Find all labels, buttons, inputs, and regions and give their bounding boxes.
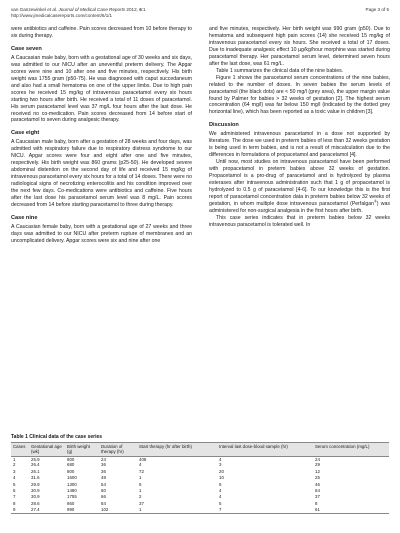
section-heading-case-nine: Case nine (11, 214, 38, 221)
table-cell: 64 (315, 488, 320, 494)
table-cell: 3 (219, 462, 222, 468)
table-cell: 31.6 (31, 475, 40, 481)
table-cell: 5 (219, 500, 222, 506)
citation-journal: et al. Journal of Medical Case Reports (47, 7, 126, 12)
table-cell: 8 (13, 500, 16, 506)
table-cell: 54 (101, 481, 106, 487)
page-number: Page 3 of 5 (365, 7, 389, 12)
table-cell: 1 (139, 488, 142, 494)
citation-year: 2012, (125, 7, 140, 12)
right-column (209, 26, 390, 229)
table-cell: 5 (13, 481, 16, 487)
paragraph: and five minutes, respectively. Her birth weight was 990 gram (p50). Due to hematoma and subsequent high pain scores (14) she received 15 mg/kg of intravenous paracetamol every six hours. She received a total of 17 doses. Due to inadequate analgesic effect 10 µg/kg/hour morphine was started during paracetamol therapy. Her paracetamol serum level, determined seven hours after the last dose, was 61 mg/L. (209, 26, 390, 67)
table-cell: 46 (315, 481, 320, 487)
column-header: Gestational age (wk) (29, 443, 65, 457)
table-cell: 4 (219, 488, 222, 494)
paragraph: A Caucasian male baby, born with a gestational age of 30 weeks and six days, was admitted to our NICU after an uneventful preterm delivery. The Apgar scores were nine and 10 after one and five minutes, respectively. His birth weight was 1755 gram (p50-75). He was diagnosed with caput succedaneum and also had a small hematoma on one of the upper limbs. Due to high pain scores he received 15 mg/kg of intravenous paracetamol every six hours starting two hours after birth. He received a total of 11 doses of paracetamol. His serum paracetamol level was 37 mg/L four hours after the last dose. He received no co-medication. Pain scores decreased from 14 before start of paracetamol to seven during analgesic therapy. (11, 54, 192, 124)
column-header: Interval last dose-blood sample (hr) (217, 443, 313, 457)
section-heading-discussion: Discussion (209, 122, 239, 129)
paragraph: Until now, most studies on intravenous paracetamol have been performed with propacetamol in preterm babies above 32 weeks of gestation. Propacetamol is a pro-drug of paracetamol and is hydrolyzed by plasma esterases after intravenous administration such that 1 g of propacetamol is hydrolyzed to 0.5 g of paracetamol [4-6]. To our knowledge this is the first report of paracetamol concentration data in preterm babies below 32 weeks of gestation, in whom multiple dose intravenous paracetamol (Perfalgan®) was administered for non-surgical analgesia in the first hours after birth. (209, 159, 390, 214)
column-header: Birth weight (g) (65, 443, 99, 457)
column-header: Start therapy (hr after birth) (137, 443, 217, 457)
article-url[interactable]: http://www.jmedicalcasereports.com/content/6/1/1 (11, 12, 113, 18)
table-cell: 26.1 (31, 468, 40, 474)
section-heading-case-eight: Case eight (11, 130, 40, 137)
table-cell: 7 (13, 494, 16, 500)
paragraph: A Caucasian male baby, born after a gestation of 28 weeks and four days, was admitted with respiratory failure due to respiratory distress syndrome to our NICU. Apgar scores were four and eight after one and five minutes, respectively. His birth weight was 860 grams (p25-50). He developed severe abdominal distention on the second day of life and received 15 mg/kg of intravenous paracetamol every six hours for a total of 14 doses. There were no radiological signs of necrotizing enterocolitis and his condition improved over the next few days. Co-medications were antibiotics and caffeine. Five hours after the last dose his paracetamol serum level was 8 mg/L. Pain scores decreased from 14 before starting paracetamol to three during therapy. (11, 139, 192, 209)
table-cell: 36 (101, 468, 106, 474)
table-cell: 1300 (67, 481, 77, 487)
paragraph-tail: ) was administered for non-surgical analgesia in the first hours after birth. (209, 200, 390, 214)
table-cell: 66 (101, 494, 106, 500)
table-cell: 4 (219, 456, 222, 462)
table-cell: 9 (11, 507, 29, 513)
table-cell: 860 (67, 500, 75, 506)
page-header (11, 7, 389, 18)
paragraph: Figure 1 shows the paracetamol serum concentrations of the nine babies, related to the number of doses. In seven babies the serum levels of paracetamol (the black dots) are < 50 mg/l (grey area), the upper margin value found by Palmer for babies > 32 weeks of gestation [2]. The highest serum concentration (64 mg/l) was far below 150 mg/l (indicated by the dotted grey horizontal line), which has been reported as a toxic value in children [3]. (209, 74, 390, 116)
table-cell: 2 (139, 494, 142, 500)
paragraph: Table 1 summarizes the clinical data of the nine babies. (216, 67, 344, 74)
table-cell: 4 (219, 494, 222, 500)
table (11, 442, 389, 514)
table-cell: 24 (101, 456, 106, 462)
table-cell: 30.9 (31, 494, 40, 500)
citation-authors: van Ganzewinkel (11, 7, 48, 12)
table-cell: 84 (101, 500, 106, 506)
table-cell: 30.9 (31, 488, 40, 494)
table-cell: 2 (13, 462, 16, 468)
paragraph: This case series indicates that in preterm babies below 32 weeks intravenous paracetamol is tolerated well. In (209, 214, 390, 228)
table-row (11, 507, 389, 513)
table-cell: 36 (101, 462, 106, 468)
table-cell: 12 (315, 468, 320, 474)
clinical-data-table (11, 434, 389, 514)
table-header-row (11, 443, 389, 457)
citation-volume: 6 (139, 7, 142, 12)
table-cell: 61 (313, 507, 389, 513)
table-cell: 25.9 (31, 456, 40, 462)
table-cell: 5 (219, 481, 222, 487)
left-column (11, 26, 192, 245)
table-cell: 20 (219, 468, 224, 474)
table-cell: 800 (67, 468, 75, 474)
table-cell: 4 (139, 462, 142, 468)
paragraph: We administered intravenous paracetamol in a dose not supported by literature. The dose we used in preterm babies of less than 32 weeks gestation is being used in term babies, and is not a result of miscalculation due to the differences in formulations of propacetamol and paracetamol [4]. (209, 131, 390, 159)
table-cell: 24 (315, 456, 320, 462)
table-cell: 10 (219, 475, 224, 481)
table-cell: 800 (67, 456, 75, 462)
table-cell: 1480 (67, 488, 77, 494)
table-cell: 37 (315, 494, 320, 500)
table-cell: 1 (13, 456, 16, 462)
table-cell: 72 (139, 468, 144, 474)
table-cell: 7 (217, 507, 313, 513)
table-cell: 102 (99, 507, 137, 513)
column-header: Serum concentration (mg/L) (313, 443, 389, 457)
table-cell: 3 (13, 468, 16, 474)
citation-issue: :1 (141, 7, 146, 12)
column-header: Duration of therapy (hr) (99, 443, 137, 457)
table-cell: 37 (139, 500, 144, 506)
table-cell: 8 (315, 500, 318, 506)
table-cell: 48 (101, 475, 106, 481)
table-cell: 1600 (67, 475, 77, 481)
table-cell: 408 (139, 456, 147, 462)
paragraph: were antibiotics and caffeine. Pain scores decreased from 10 before therapy to six during therapy. (11, 26, 192, 39)
table-cell: 1 (139, 475, 142, 481)
table-cell: 5 (139, 481, 142, 487)
table-cell: 4 (13, 475, 16, 481)
table-cell: 1 (137, 507, 217, 513)
paragraph: A Caucasian female baby, born with a gestational age of 27 weeks and three days was admitted to our NICU after preterm rupture of membranes and an uncomplicated delivery. Apgar scores were six and nine after one (11, 223, 192, 244)
table-cell: 6 (13, 488, 16, 494)
section-heading-case-seven: Case seven (11, 45, 42, 52)
table-cell: 29.9 (31, 481, 40, 487)
table-cell: 25 (315, 475, 320, 481)
table-cell: 1755 (67, 494, 77, 500)
table-cell: 28.6 (31, 500, 40, 506)
registered-mark: ® (374, 199, 377, 204)
table-cell: 990 (65, 507, 99, 513)
table-caption: Table 1 Clinical data of the case series (11, 434, 103, 440)
column-header: Cases (11, 443, 29, 457)
table-cell: 60 (101, 488, 106, 494)
table-cell: 27.4 (29, 507, 65, 513)
table-cell: 29 (315, 462, 320, 468)
table-cell: 26.4 (31, 462, 40, 468)
table-cell: 680 (67, 462, 75, 468)
